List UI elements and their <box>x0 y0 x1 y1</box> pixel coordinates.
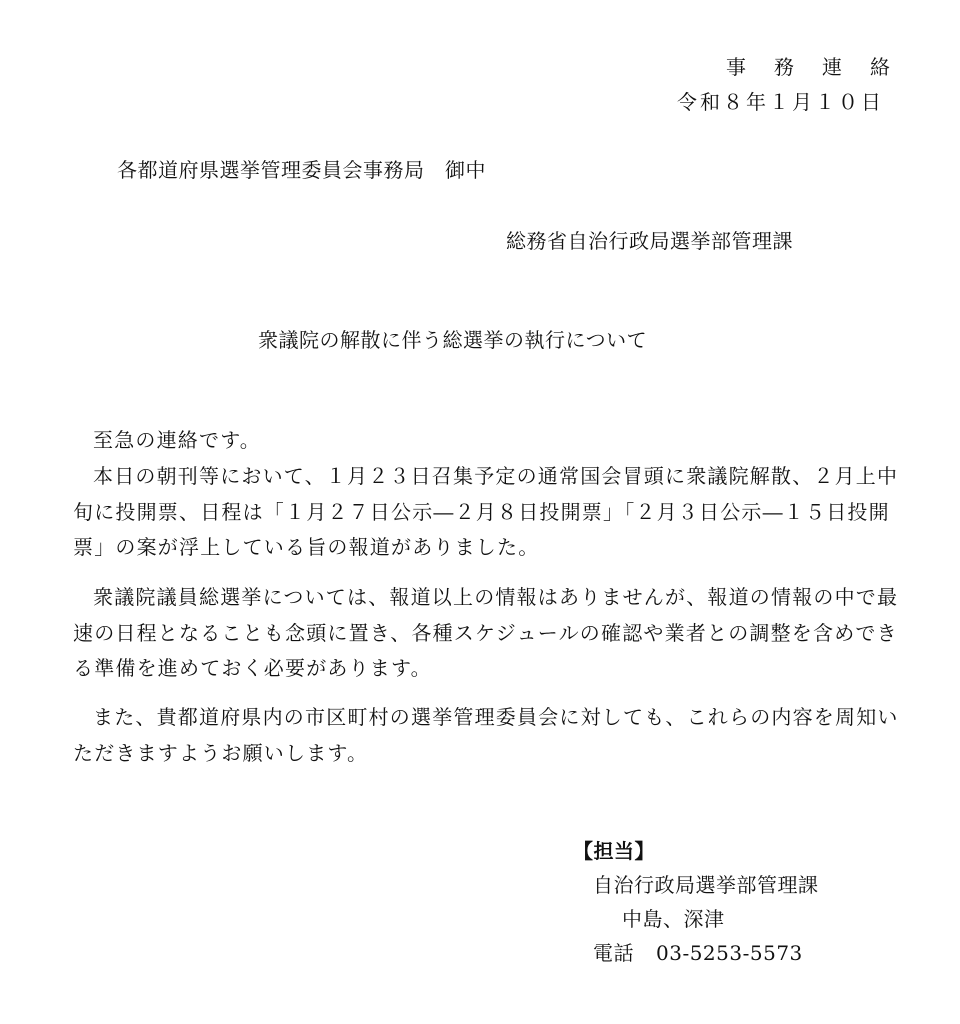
contact-department: 自治行政局選挙部管理課 <box>593 873 819 897</box>
document-date: 令和８年１月１０日 <box>677 90 884 114</box>
body-paragraph-3: 衆議院議員総選挙については、報道以上の情報はありませんが、報道の情報の中で最速の日程となることも念頭に置き、各種スケジュールの確認や業者との調整を含めできる準備を進めておく必要があります。 <box>73 585 899 680</box>
body-paragraph-2: 本日の朝刊等において、１月２３日召集予定の通常国会冒頭に衆議院解散、２月上中旬に投開票、日程は「１月２７日公示―２月８日投開票」「２月３日公示―１５日投開票」の案が浮上している旨の報道がありました。 <box>73 464 899 559</box>
sender: 総務省自治行政局選挙部管理課 <box>506 229 793 253</box>
document-type: 事務連絡 <box>726 55 918 79</box>
body-paragraph-1: 至急の連絡です。 <box>93 428 261 452</box>
contact-phone <box>593 940 803 966</box>
phone-number: 03-5253-5573 <box>656 941 803 965</box>
contact-heading: 【担当】 <box>573 839 655 863</box>
addressee: 各都道府県選挙管理委員会事務局 御中 <box>117 158 486 182</box>
body-paragraph-4: また、貴都道府県内の市区町村の選挙管理委員会に対しても、これらの内容を周知いただきますようお願いします。 <box>73 705 899 765</box>
phone-label: 電話 <box>593 941 634 965</box>
subject-title: 衆議院の解散に伴う総選挙の執行について <box>258 328 648 352</box>
contact-names: 中島、深津 <box>622 907 725 931</box>
